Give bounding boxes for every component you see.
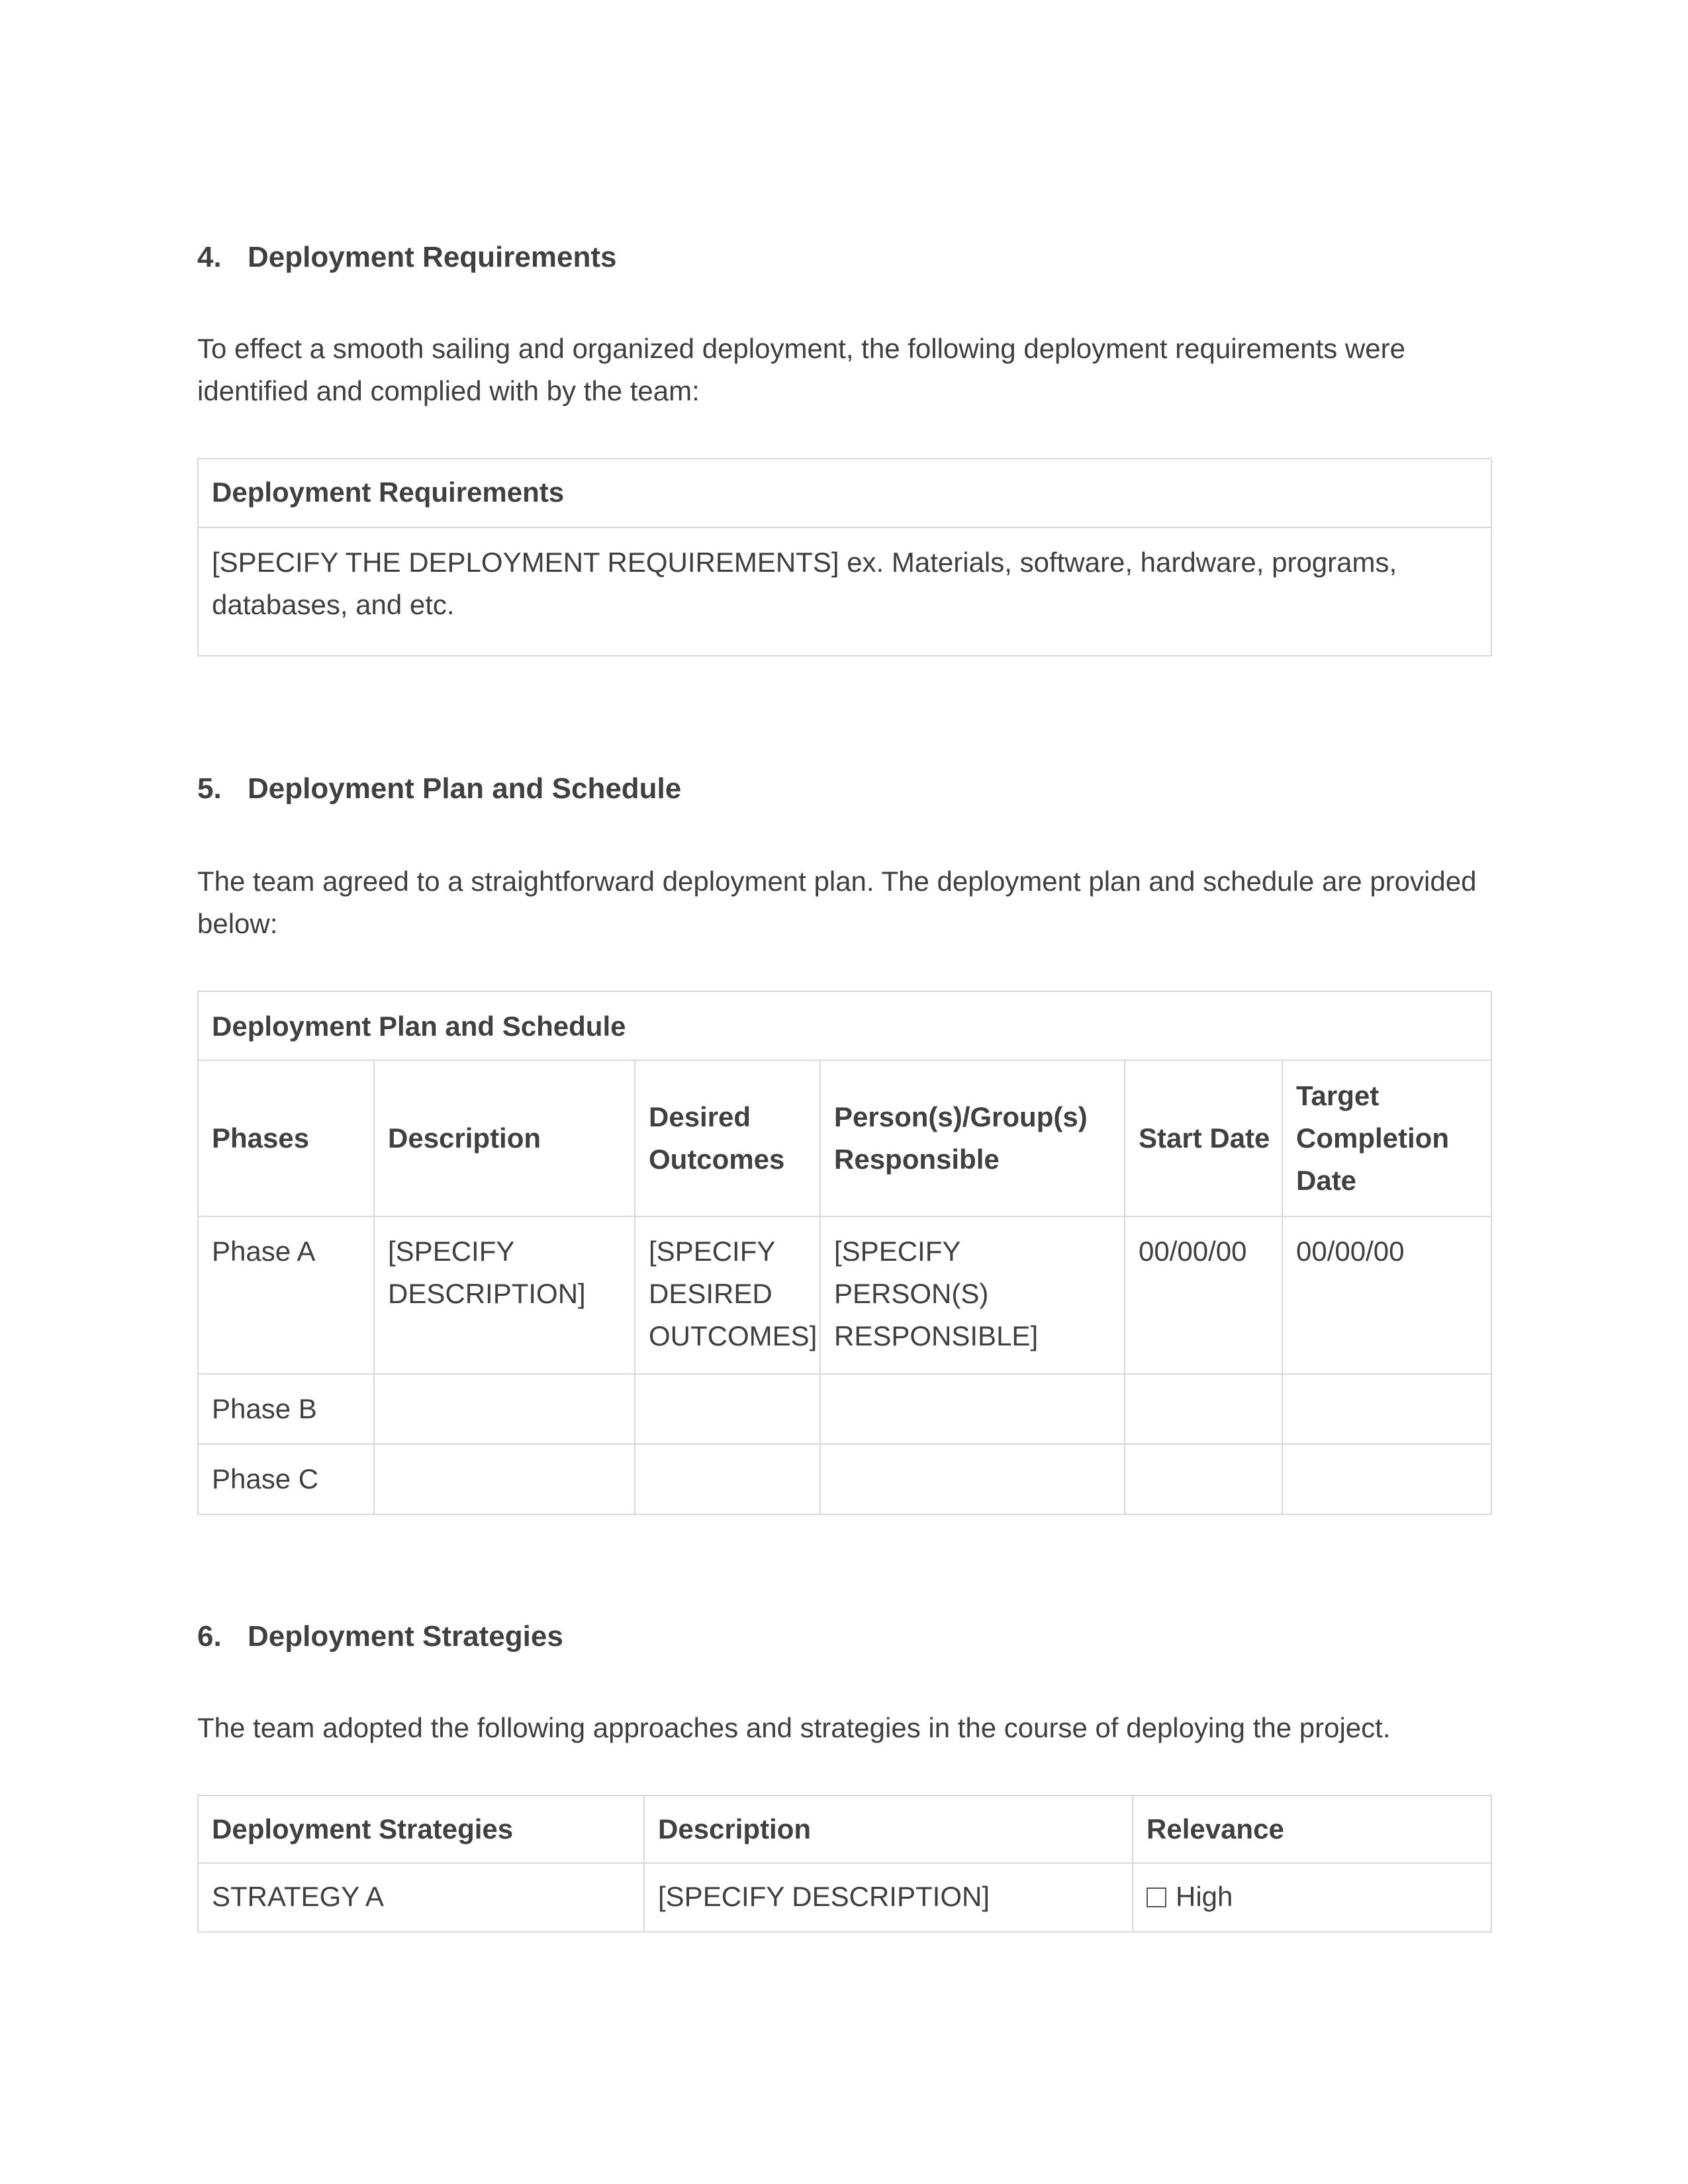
deployment-requirements-table <box>197 458 1492 657</box>
column-header: Description <box>374 1060 635 1216</box>
deployment-plan-table <box>197 991 1492 1515</box>
table-cell: STRATEGY A <box>198 1863 644 1932</box>
column-header: Desired Outcomes <box>635 1060 820 1216</box>
table-row <box>198 1444 1491 1514</box>
column-header: Person(s)/Group(s) Responsible <box>820 1060 1125 1216</box>
section-paragraph: The team adopted the following approaches and strategies in the course of deploying the project. <box>197 1712 1391 1743</box>
column-header: Phases <box>198 1060 374 1216</box>
table-cell: [SPECIFY DESCRIPTION] <box>644 1863 1133 1932</box>
section-number: 5. <box>197 772 222 805</box>
table-header-row <box>198 459 1491 527</box>
table-cell <box>635 1444 820 1514</box>
deployment-strategies-table <box>197 1795 1492 1933</box>
table-cell: [SPECIFY PERSON(S) RESPONSIBLE] <box>820 1216 1125 1374</box>
table-cell <box>820 1374 1125 1444</box>
table-header-row <box>198 1060 1491 1216</box>
table-cell: [SPECIFY THE DEPLOYMENT REQUIREMENTS] ex. Materials, software, hardware, programs, databases, and etc. <box>198 527 1491 656</box>
table-cell <box>374 1444 635 1514</box>
table-cell <box>1282 1444 1491 1514</box>
table-cell: [SPECIFY DESCRIPTION] <box>374 1216 635 1374</box>
table-cell: [SPECIFY DESIRED OUTCOMES] <box>635 1216 820 1374</box>
table-cell <box>1125 1374 1282 1444</box>
column-header: Start Date <box>1125 1060 1282 1216</box>
table-row <box>198 527 1491 656</box>
relevance-checkbox[interactable] <box>1147 1888 1166 1907</box>
section-number: 6. <box>197 1620 222 1653</box>
table-cell <box>635 1374 820 1444</box>
column-header: Relevance <box>1133 1796 1491 1863</box>
table-caption-row <box>198 991 1491 1060</box>
section-title: Deployment Plan and Schedule <box>248 772 682 805</box>
table-cell <box>820 1444 1125 1514</box>
column-header: Description <box>644 1796 1133 1863</box>
section-paragraph: To effect a smooth sailing and organized deployment, the following deployment requirements were identified and complied with by the team: <box>197 333 1405 406</box>
section-heading-deployment-plan <box>197 772 681 805</box>
table-cell <box>1282 1374 1491 1444</box>
table-cell: 00/00/00 <box>1125 1216 1282 1374</box>
relevance-cell <box>1133 1863 1491 1932</box>
table-cell: Phase C <box>198 1444 374 1514</box>
section-title: Deployment Requirements <box>248 241 617 273</box>
relevance-label: High <box>1176 1881 1233 1912</box>
section-heading-deployment-strategies <box>197 1620 563 1653</box>
table-header-row <box>198 1796 1491 1863</box>
section-paragraph: The team agreed to a straightforward deployment plan. The deployment plan and schedule are provided below: <box>197 866 1477 939</box>
table-cell: 00/00/00 <box>1282 1216 1491 1374</box>
section-title: Deployment Strategies <box>248 1620 563 1653</box>
section-number: 4. <box>197 241 222 273</box>
table-row <box>198 1216 1491 1374</box>
column-header: Target Completion Date <box>1282 1060 1491 1216</box>
table-row <box>198 1863 1491 1932</box>
table-cell <box>374 1374 635 1444</box>
table-row <box>198 1374 1491 1444</box>
table-header-cell: Deployment Requirements <box>198 459 1491 527</box>
section-heading-deployment-requirements <box>197 241 616 274</box>
column-header: Deployment Strategies <box>198 1796 644 1863</box>
table-cell <box>1125 1444 1282 1514</box>
table-cell: Phase A <box>198 1216 374 1374</box>
table-cell: Phase B <box>198 1374 374 1444</box>
table-caption: Deployment Plan and Schedule <box>198 991 1491 1060</box>
